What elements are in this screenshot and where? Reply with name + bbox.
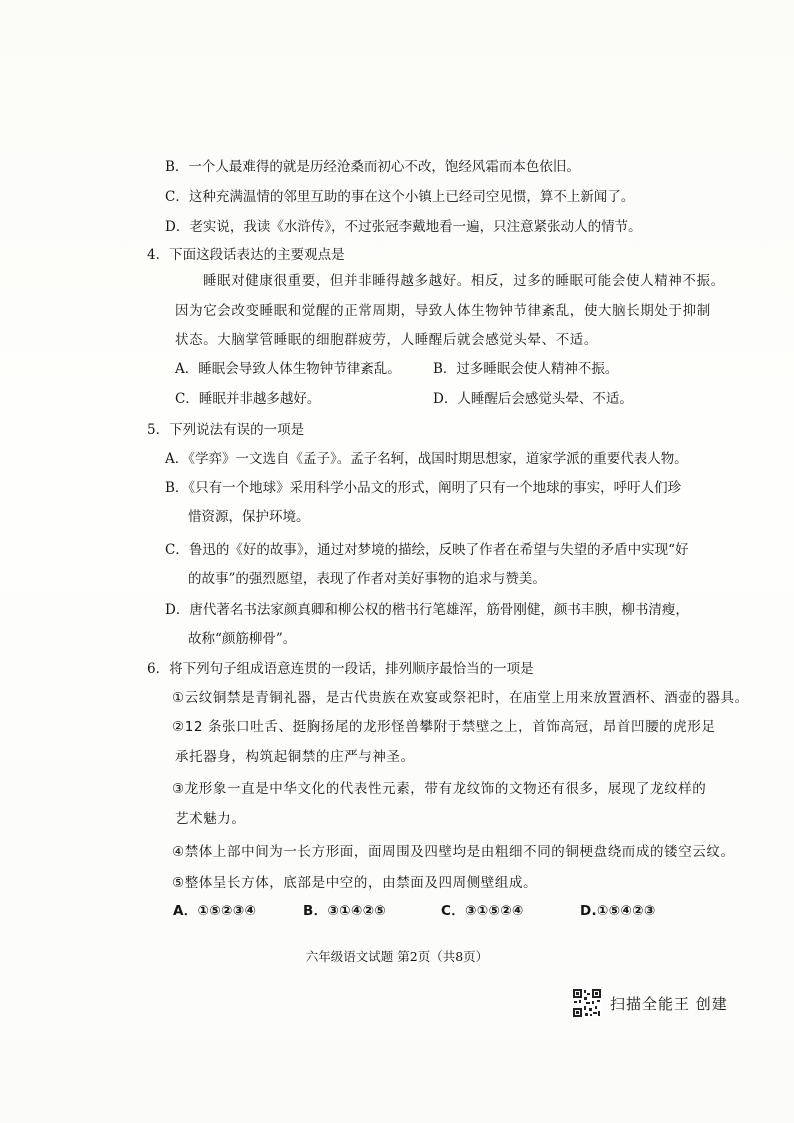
q5-option-c-line-2: 的故事”的强烈愿望，表现了作者对美好事物的追求与赞美。 [188,571,546,587]
q4-option-a: A．睡眠会导致人体生物钟节律紊乱。 [175,361,401,377]
q4-option-b: B．过多睡眠会使人精神不振。 [433,361,619,377]
q4-option-c: C．睡眠并非越多越好。 [175,391,321,407]
qr-code-icon [572,988,602,1018]
q4-stem: 4．下面这段话表达的主要观点是 [147,247,345,263]
q6-option-a: A．①⑤②③④ [173,903,257,919]
q6-sentence-2-line-1: ②12 条张口吐舌、挺胸扬尾的龙形怪兽攀附于禁壁之上，首饰高冠，昂首凹腰的虎形足 [172,719,716,735]
q6-stem: 6．将下列句子组成语意连贯的一段话，排列顺序最恰当的一项是 [147,661,534,677]
q6-sentence-3-line-1: ③龙形象一直是中华文化的代表性元素，带有龙纹饰的文物还有很多，展现了龙纹样的 [172,781,707,797]
q5-option-b-line-1: B．《只有一个地球》采用科学小品文的形式，阐明了只有一个地球的事实，呼吁人们珍 [165,480,682,496]
q5-option-b-line-2: 惜资源，保护环境。 [188,509,310,525]
q6-option-c: C．③①⑤②④ [441,903,524,919]
q3-option-b: B．一个人最难得的就是历经沧桑而初心不改，饱经风霜而本色依旧。 [165,159,580,175]
q4-passage-line-2: 因为它会改变睡眠和觉醒的正常周期，导致人体生物钟节律紊乱，使大脑长期处于抑制 [175,303,711,319]
q6-sentence-4: ④禁体上部中间为一长方形面，面周围及四壁均是由粗细不同的铜梗盘绕而成的镂空云纹。 [172,844,735,860]
page-footer: 六年级语文试题 第2页（共8页） [305,949,489,964]
q5-option-d-line-2: 故称“颜筋柳骨”。 [188,631,297,647]
q4-option-d: D．人睡醒后会感觉头晕、不适。 [433,391,633,407]
q5-option-c-line-1: C．鲁迅的《好的故事》，通过对梦境的描绘，反映了作者在希望与失望的矛盾中实现“好 [165,542,689,558]
q4-passage-line-3: 状态。大脑掌管睡眠的细胞群疲劳，人睡醒后就会感觉头晕、不适。 [175,332,598,348]
q5-option-a: A．《学弈》一文选自《孟子》。孟子名轲，战国时期思想家，道家学派的重要代表人物。 [165,451,688,467]
q6-sentence-1: ①云纹铜禁是青铜礼器，是古代贵族在欢宴或祭祀时，在庙堂上用来放置酒杯、酒壶的器具。 [172,690,749,706]
q6-sentence-3-line-2: 艺术魅力。 [175,811,246,827]
q6-sentence-2-line-2: 承托器身，构筑起铜禁的庄严与神圣。 [175,749,415,765]
q6-sentence-5: ⑤整体呈长方体，底部是中空的，由禁面及四周侧壁组成。 [172,875,538,891]
scanner-watermark [572,988,728,1018]
q4-passage-line-1: 睡眠对健康很重要，但并非睡得越多越好。相反，过多的睡眠可能会使人精神不振。 [203,273,725,289]
watermark-text: 扫描全能王 创建 [610,994,728,1013]
q5-stem: 5．下列说法有误的一项是 [147,422,305,438]
q6-option-b: B．③①④②⑤ [303,903,387,919]
q3-option-d: D．老实说，我读《水浒传》，不过张冠李戴地看一遍，只注意紧张动人的情节。 [165,219,642,235]
q3-option-c: C．这种充满温情的邻里互助的事在这个小镇上已经司空见惯，算不上新闻了。 [165,189,635,205]
q5-option-d-line-1: D．唐代著名书法家颜真卿和柳公权的楷书行笔雄浑，筋骨刚健，颜书丰腴，柳书清瘦， [165,602,689,618]
q6-option-d: D.①⑤④②③ [580,903,656,919]
